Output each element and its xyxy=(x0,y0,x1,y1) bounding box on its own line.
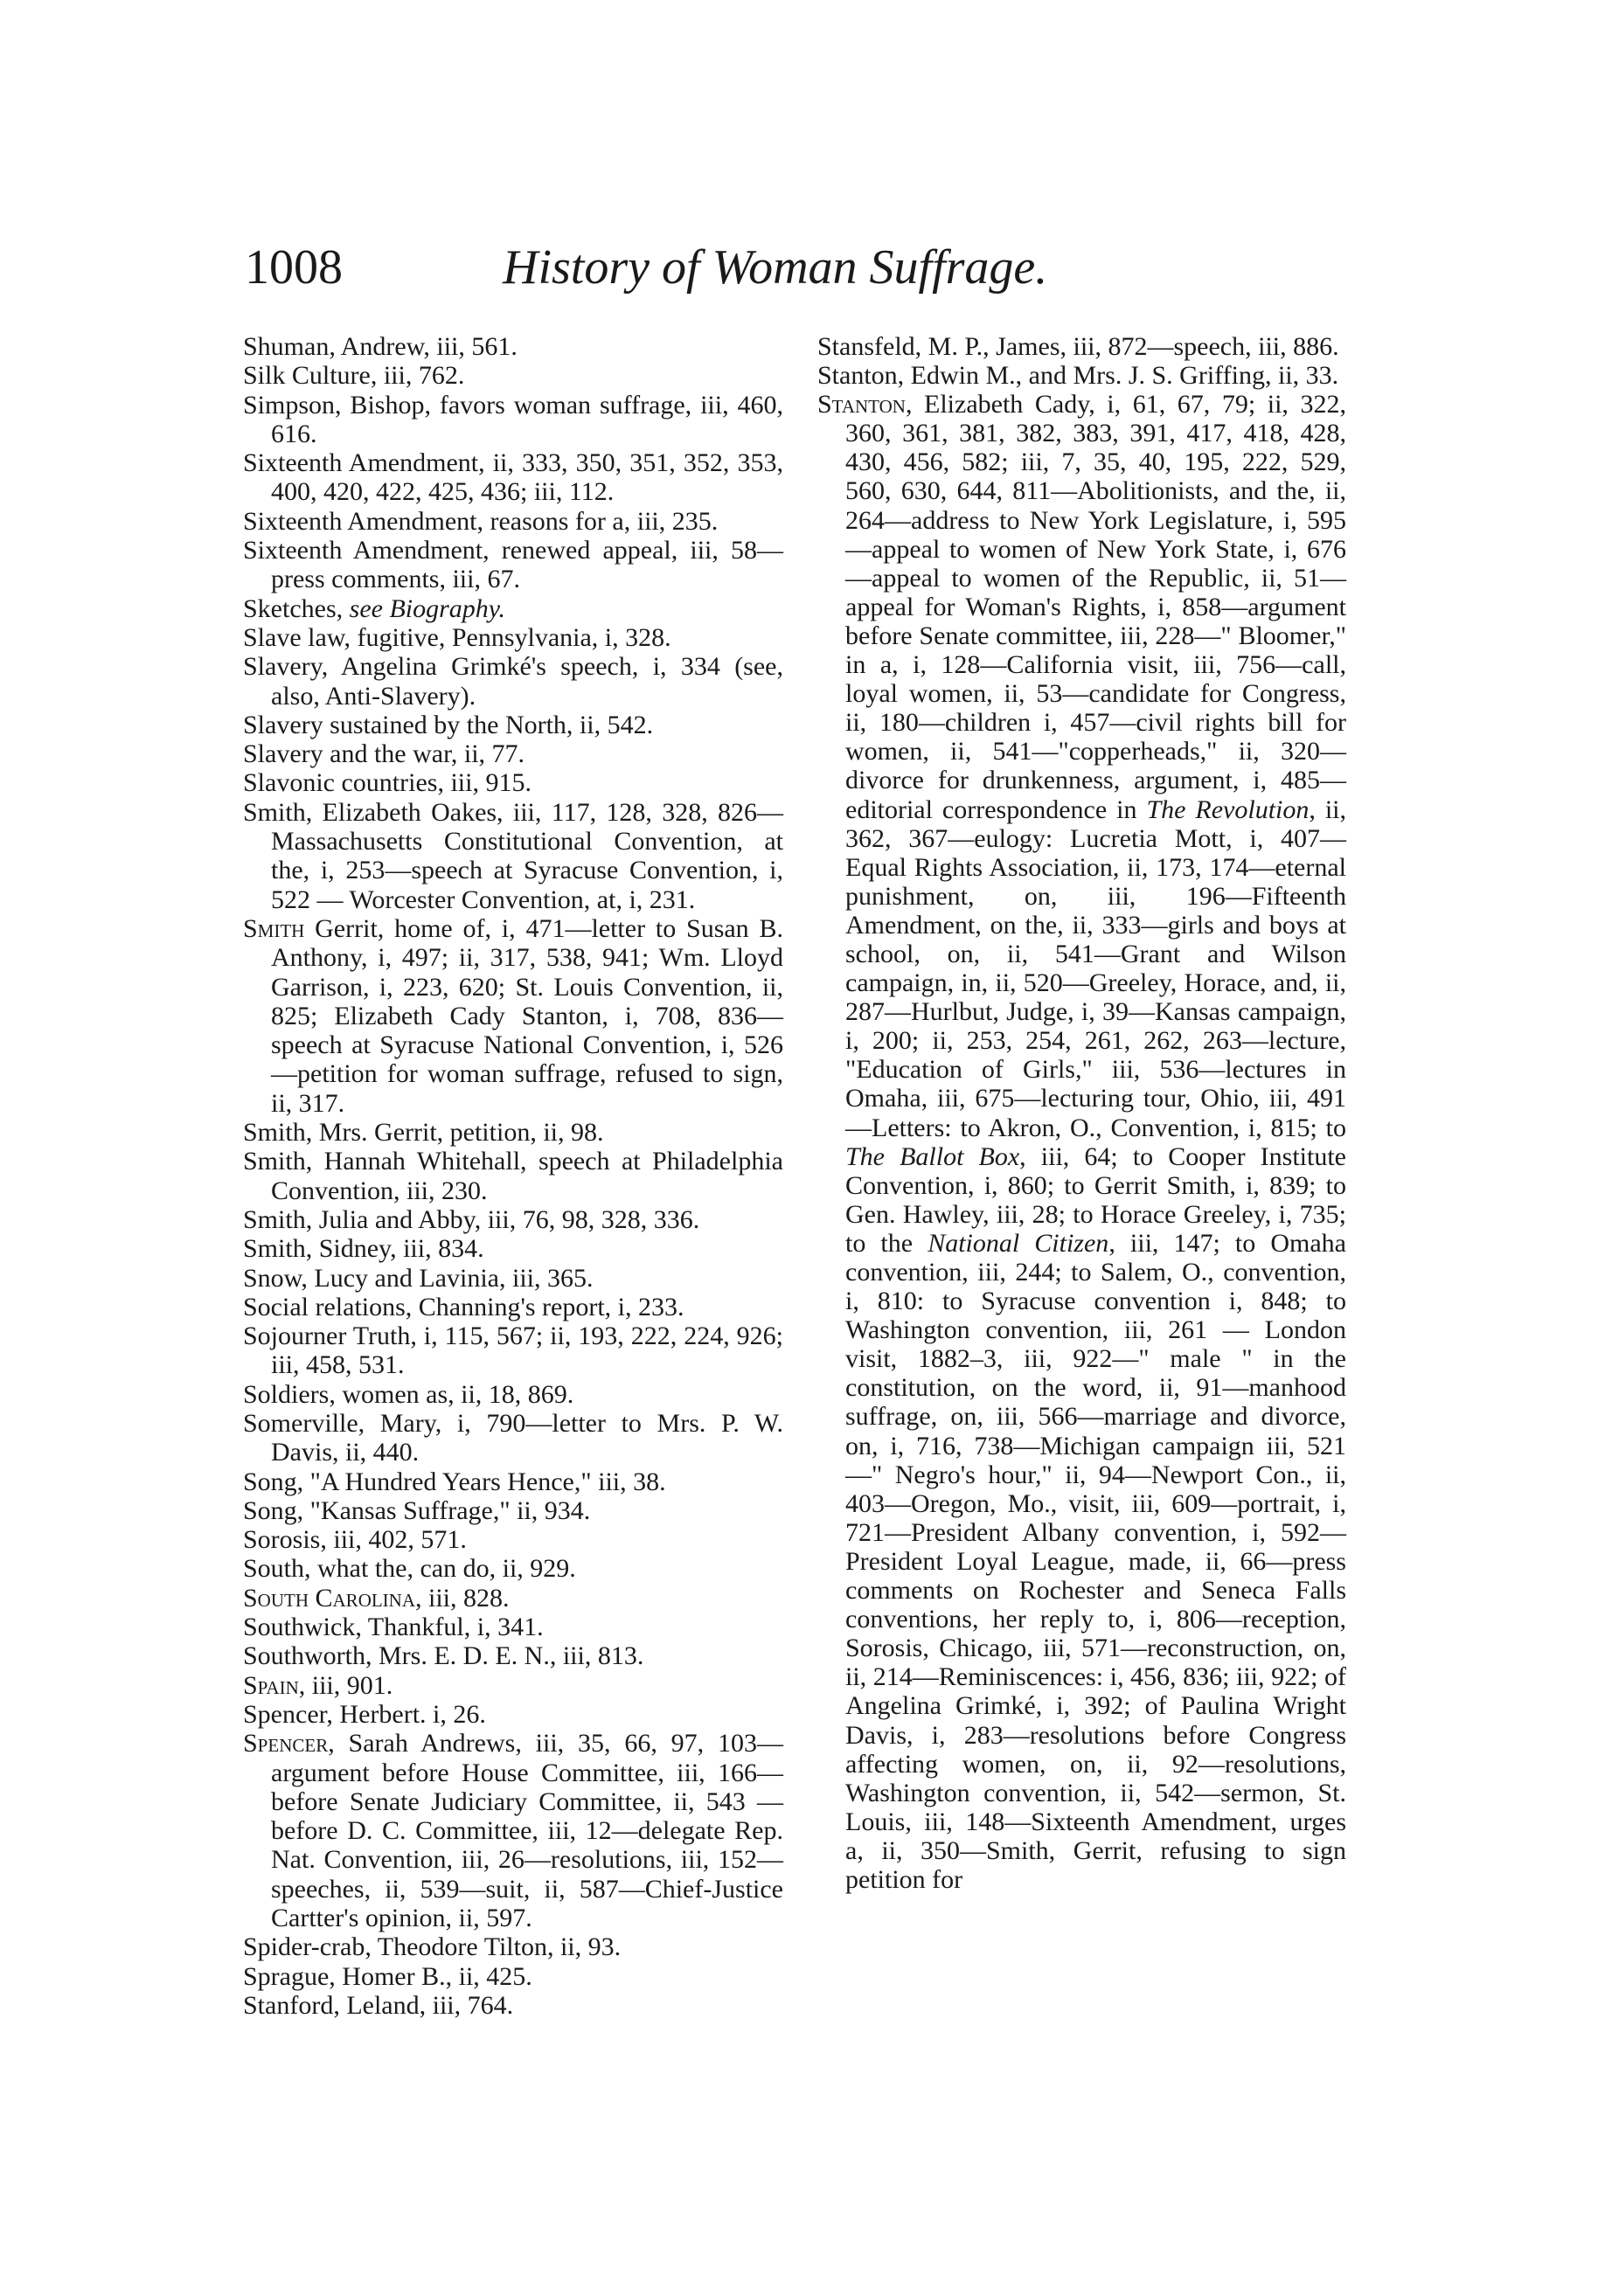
index-entry: Spain, iii, 901. xyxy=(243,1670,393,1700)
index-entry: Sorosis, iii, 402, 571. xyxy=(243,1525,467,1555)
index-column-left xyxy=(243,332,783,2020)
index-entry: Southwick, Thankful, i, 341. xyxy=(243,1613,544,1642)
index-entry: Smith, Sidney, iii, 834. xyxy=(243,1234,484,1264)
page-header xyxy=(245,240,1381,304)
index-entry: Snow, Lucy and Lavinia, iii, 365. xyxy=(243,1263,594,1293)
running-title: History of Woman Suffrage. xyxy=(503,240,1048,295)
index-entry: Sixteenth Amendment, reasons for a, iii, 235. xyxy=(243,506,719,536)
index-column-right xyxy=(817,332,1346,1894)
index-entry-stanton: Stanton, Elizabeth Cady, i, 61, 67, 79; ii, 322, 360, 361, 381, 382, 383, 391, 417, 418, 428, 430, 456, 582; iii, 7, 35, 40, 195, 222, 529, 560, 630, 644, 811—Abolitionists, and the, ii, 264—address to New York Legislature, i, 595—appeal to women of New York State, i, 676—appeal to women of the Republic, ii, 51—appeal for Woman's Rights, i, 858—argument before Senate committee, iii, 228—" Bloomer," in a, i, 128—California visit, iii, 756—call, loyal women, ii, 53—candidate for Congress, ii, 180—children i, 457—civil rights bill for women, ii, 541—"copperheads," ii, 320—divorce for drunkenness, argument, i, 485—editorial correspondence in The Revolution, ii, 362, 367—eulogy: Lucretia Mott, i, 407—Equal Rights Association, ii, 173, 174—eternal punishment, on, iii, 196—Fifteenth Amendment, on the, ii, 333—girls and boys at school, on, ii, 541—Grant and Wilson campaign, in, ii, 520—Greeley, Horace, and, ii, 287—Hurlbut, Judge, i, 39—Kansas campaign, i, 200; ii, 253, 254, 261, 262, 263—lecture, "Education of Girls," iii, 536—lectures in Omaha, iii, 675—lecturing tour, Ohio, iii, 491—Letters: to Akron, O., Convention, i, 815; to The Ballot Box, iii, 64; to Cooper Institute Convention, i, 860; to Gerrit Smith, i, 839; to Gen. Hawley, iii, 28; to Horace Greeley, i, 735; to the National Citizen, iii, 147; to Omaha convention, iii, 244; to Salem, O., convention, i, 810: to Syracuse convention i, 848; to Washington convention, iii, 261 — London visit, 1882–3, iii, 922—" male " in the constitution, on the word, ii, 91—manhood suffrage, on, iii, 566—marriage and divorce, on, i, 716, 738—Michigan campaign iii, 521—" Negro's hour," ii, 94—Newport Con., ii, 403—Oregon, Mo., visit, iii, 609—portrait, i, 721—President Albany convention, i, 592—President Loyal League, made, ii, 66—press comments on Rochester and Seneca Falls conventions, her reply to, i, 806—reception, Sorosis, Chicago, iii, 571—reconstruction, on, ii, 214—Reminiscences: i, 456, 836; iii, 922; of Angelina Grimké, i, 392; of Paulina Wright Davis, i, 283—resolutions before Congress affecting women, on, ii, 92—resolutions, Washington convention, ii, 542—sermon, St. Louis, iii, 148—Sixteenth Amendment, urges a, ii, 350—Smith, Gerrit, refusing to sign petition for xyxy=(817,390,1347,1894)
index-entry: Stanton, Edwin M., and Mrs. J. S. Griffing, ii, 33. xyxy=(817,361,1339,391)
index-entry: Song, "A Hundred Years Hence," iii, 38. xyxy=(243,1467,666,1496)
index-entry: Social relations, Channing's report, i, 233. xyxy=(243,1292,684,1321)
index-entry: Sprague, Homer B., ii, 425. xyxy=(243,1961,532,1991)
index-entry: Sketches, see Biography. xyxy=(243,593,505,623)
index-entry: Smith Gerrit, home of, i, 471—letter to Susan B. Anthony, i, 497; ii, 317, 538, 941; Wm. Lloyd Garrison, i, 223, 620; St. Louis Convention, ii, 825; Elizabeth Cady Stanton, i, 708, 836—speech at Syracuse National Convention, i, 526—petition for woman suffrage, refused to sign, ii, 317. xyxy=(243,913,783,1118)
index-entry: Sixteenth Amendment, ii, 333, 350, 351, 352, 353, 400, 420, 422, 425, 436; iii, 112. xyxy=(243,448,783,507)
index-entry: Slavery and the war, ii, 77. xyxy=(243,739,525,769)
page-number: 1008 xyxy=(245,240,343,295)
index-entry: Silk Culture, iii, 762. xyxy=(243,361,465,391)
index-entry: Spencer, Herbert. i, 26. xyxy=(243,1699,486,1729)
index-entry: Smith, Mrs. Gerrit, petition, ii, 98. xyxy=(243,1118,604,1148)
index-entry: Stansfeld, M. P., James, iii, 872—speech, iii, 886. xyxy=(817,332,1339,361)
index-entry: Smith, Julia and Abby, iii, 76, 98, 328, 336. xyxy=(243,1204,700,1234)
index-entry: Somerville, Mary, i, 790—letter to Mrs. P. W. Davis, ii, 440. xyxy=(243,1408,783,1467)
index-entry: Slavery, Angelina Grimké's speech, i, 334 (see, also, Anti-Slavery). xyxy=(243,652,783,711)
index-entry: South Carolina, iii, 828. xyxy=(243,1583,510,1613)
index-entry: Shuman, Andrew, iii, 561. xyxy=(243,332,518,361)
index-entry: Soldiers, women as, ii, 18, 869. xyxy=(243,1379,574,1409)
index-entry: Spencer, Sarah Andrews, iii, 35, 66, 97, 103—argument before House Committee, iii, 166—before Senate Judiciary Committee, ii, 543 — before D. C. Committee, iii, 12—delegate Rep. Nat. Convention, iii, 26—resolutions, iii, 152—speeches, ii, 539—suit, ii, 587—Chief-Justice Cartter's opinion, ii, 597. xyxy=(243,1729,783,1933)
index-entry: Southworth, Mrs. E. D. E. N., iii, 813. xyxy=(243,1641,644,1671)
index-entry: Slavery sustained by the North, ii, 542. xyxy=(243,710,654,739)
index-entry: Slavonic countries, iii, 915. xyxy=(243,768,532,798)
index-entry: Spider-crab, Theodore Tilton, ii, 93. xyxy=(243,1932,622,1962)
index-entry: Stanford, Leland, iii, 764. xyxy=(243,1990,514,2020)
index-entry: Smith, Elizabeth Oakes, iii, 117, 128, 328, 826—Massachusetts Constitutional Convention, at the, i, 253—speech at Syracuse Convention, i, 522 — Worcester Convention, at, i, 231. xyxy=(243,797,783,914)
index-entry: South, what the, can do, ii, 929. xyxy=(243,1554,576,1584)
index-entry: Sojourner Truth, i, 115, 567; ii, 193, 222, 224, 926; iii, 458, 531. xyxy=(243,1321,783,1380)
index-entry: Song, "Kansas Suffrage," ii, 934. xyxy=(243,1495,591,1525)
index-entry: Sixteenth Amendment, renewed appeal, iii, 58—press comments, iii, 67. xyxy=(243,536,783,594)
index-entry: Smith, Hannah Whitehall, speech at Philadelphia Convention, iii, 230. xyxy=(243,1147,783,1205)
index-entry: Simpson, Bishop, favors woman suffrage, iii, 460, 616. xyxy=(243,390,783,448)
index-entry: Slave law, fugitive, Pennsylvania, i, 328. xyxy=(243,622,671,652)
